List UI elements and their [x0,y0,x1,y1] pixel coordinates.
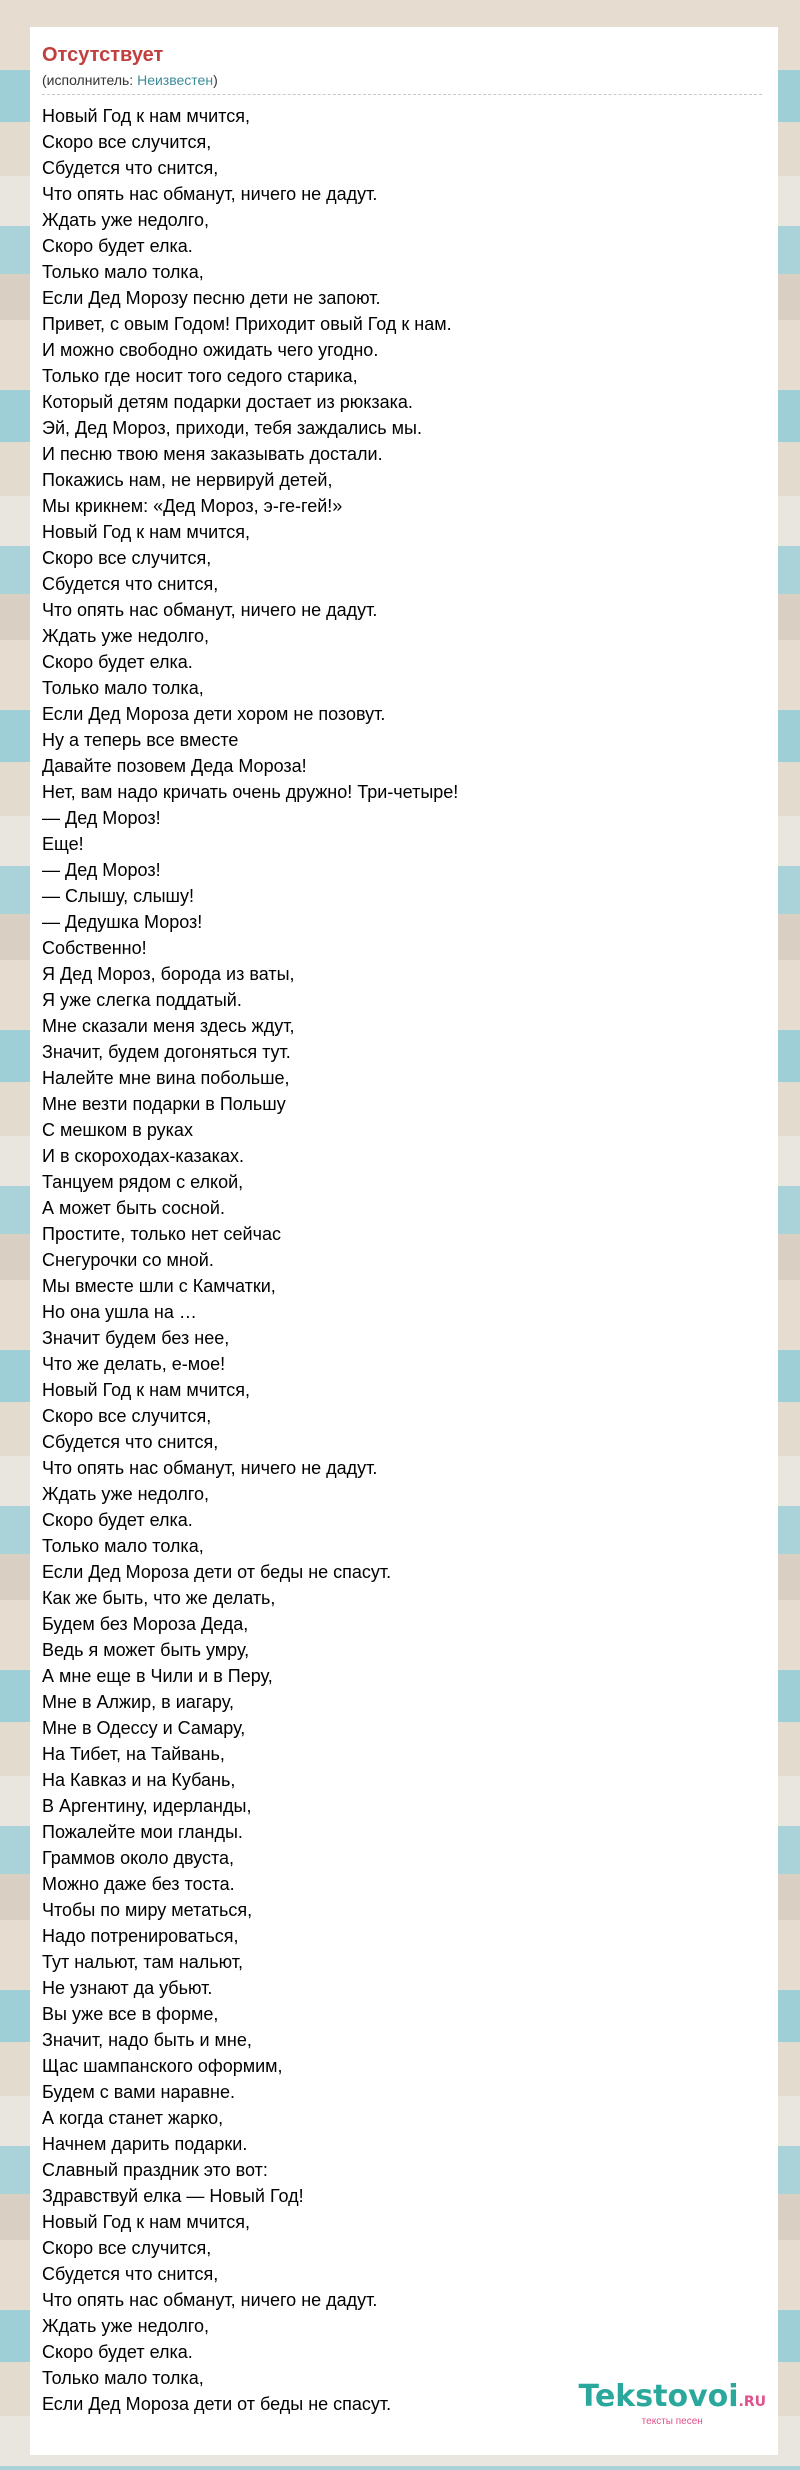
lyric-line: Ждать уже недолго, [42,626,209,646]
lyric-line: Сбудется что снится, [42,2264,219,2284]
lyric-line: Ну а теперь все вместе [42,730,239,750]
lyric-line: Ждать уже недолго, [42,2316,209,2336]
lyric-line: — Дедушка Мороз! [42,912,203,932]
logo-wordmark [578,2381,766,2418]
logo-tagline: тексты песен [641,2416,703,2427]
lyric-line: — Дед Мороз! [42,808,161,828]
lyric-line: Скоро будет елка. [42,652,193,672]
lyric-line: Покажись нам, не нервируй детей, [42,470,333,490]
lyric-line: Я Дед Мороз, борода из ваты, [42,964,295,984]
artist-line [42,72,778,88]
lyric-line: Давайте позовем Деда Мороза! [42,756,307,776]
lyric-line: Снегурочки со мной. [42,1250,214,1270]
lyric-line: Только мало толка, [42,1536,204,1556]
lyric-line: Что же делать, е-мое! [42,1354,226,1374]
lyric-line: Сбудется что снится, [42,158,219,178]
lyric-line: Пожалейте мои гланды. [42,1822,243,1842]
lyric-line: Ведь я может быть умру, [42,1640,250,1660]
lyric-line: Мне в Алжир, в иагару, [42,1692,234,1712]
lyric-line: Славный праздник это вот: [42,2160,268,2180]
lyrics-card [30,27,778,2455]
lyric-line: А мне еще в Чили и в Перу, [42,1666,273,1686]
lyric-line: Новый Год к нам мчится, [42,2212,251,2232]
lyric-line: Что опять нас обманут, ничего не дадут. [42,600,378,620]
lyric-line: Значит, надо быть и мне, [42,2030,252,2050]
lyric-line: Только мало толка, [42,262,204,282]
song-title: Отсутствует [42,44,164,66]
lyric-line: Если Дед Мороза дети от беды не спасут. [42,1562,392,1582]
lyric-line: Новый Год к нам мчится, [42,106,251,126]
lyric-line: Что опять нас обманут, ничего не дадут. [42,184,378,204]
lyric-line: Не узнают да убьют. [42,1978,213,1998]
artist-prefix: (исполнитель: [42,72,138,88]
lyric-line: Танцуем рядом с елкой, [42,1172,244,1192]
lyric-line: Тут нальют, там нальют, [42,1952,244,1972]
lyric-line: Мне везти подарки в Польшу [42,1094,286,1114]
lyric-line: Новый Год к нам мчится, [42,522,251,542]
lyric-line: Сбудется что снится, [42,1432,219,1452]
lyric-line: Скоро все случится, [42,2238,212,2258]
lyric-line: Будем с вами наравне. [42,2082,235,2102]
logo-name: Tekstovoi [578,2379,739,2414]
lyric-line: Еще! [42,834,84,854]
lyric-line: Эй, Дед Мороз, приходи, тебя заждались мы. [42,418,422,438]
lyric-line: Надо потренироваться, [42,1926,239,1946]
lyric-line: — Дед Мороз! [42,860,161,880]
lyric-line: Если Дед Морозу песню дети не запоют. [42,288,381,308]
lyric-line: Скоро будет елка. [42,2342,193,2362]
lyric-line: Мы вместе шли с Камчатки, [42,1276,276,1296]
lyric-line: Значит будем без нее, [42,1328,230,1348]
title-divider [42,94,762,95]
lyric-line: И песню твою меня заказывать достали. [42,444,383,464]
lyric-line: Можно даже без тоста. [42,1874,235,1894]
lyric-line: Что опять нас обманут, ничего не дадут. [42,1458,378,1478]
lyric-line: Щас шампанского оформим, [42,2056,283,2076]
lyric-line: Будем без Мороза Деда, [42,1614,249,1634]
lyrics-body [42,103,778,2417]
lyric-line: Нет, вам надо кричать очень дружно! Три-четыре! [42,782,459,802]
lyric-line: С мешком в руках [42,1120,193,1140]
lyric-line: Только где носит того седого старика, [42,366,358,386]
lyric-line: Я уже слегка поддатый. [42,990,242,1010]
lyric-line: Если Дед Мороза дети от беды не спасут. [42,2394,392,2414]
lyric-line: Но она ушла на … [42,1302,197,1322]
lyric-line: Только мало толка, [42,678,204,698]
lyric-line: В Аргентину, идерланды, [42,1796,252,1816]
lyric-line: Налейте мне вина побольше, [42,1068,290,1088]
lyric-line: Как же быть, что же делать, [42,1588,276,1608]
lyric-line: Новый Год к нам мчится, [42,1380,251,1400]
lyric-line: Здравствуй елка — Новый Год! [42,2186,304,2206]
artist-link[interactable]: Неизвестен [137,72,214,88]
lyric-line: Скоро будет елка. [42,236,193,256]
lyric-line: А может быть сосной. [42,1198,225,1218]
lyric-line: Простите, только нет сейчас [42,1224,281,1244]
lyric-line: Ждать уже недолго, [42,210,209,230]
lyric-line: Который детям подарки достает из рюкзака. [42,392,413,412]
lyric-line: — Слышу, слышу! [42,886,194,906]
lyric-line: Скоро все случится, [42,132,212,152]
lyric-line: На Тибет, на Тайвань, [42,1744,225,1764]
logo-tld: .RU [738,2394,766,2410]
lyric-line: Мне в Одессу и Самару, [42,1718,246,1738]
lyric-line: И в скороходах-казаках. [42,1146,244,1166]
lyric-line: Мы крикнем: «Дед Мороз, э-ге-гей!» [42,496,343,516]
artist-suffix: ) [213,72,218,88]
lyric-line: Граммов около двуста, [42,1848,235,1868]
lyric-line: Скоро все случится, [42,1406,212,1426]
lyric-line: Мне сказали меня здесь ждут, [42,1016,295,1036]
lyric-line: Если Дед Мороза дети хором не позовут. [42,704,386,724]
lyric-line: Что опять нас обманут, ничего не дадут. [42,2290,378,2310]
lyric-line: Только мало толка, [42,2368,204,2388]
lyric-line: На Кавказ и на Кубань, [42,1770,236,1790]
lyric-line: Вы уже все в форме, [42,2004,219,2024]
lyric-line: Ждать уже недолго, [42,1484,209,1504]
lyric-line: Собственно! [42,938,147,958]
lyric-line: Начнем дарить подарки. [42,2134,248,2154]
lyric-line: Скоро будет елка. [42,1510,193,1530]
lyric-line: А когда станет жарко, [42,2108,224,2128]
lyric-line: Значит, будем догоняться тут. [42,1042,291,1062]
lyric-line: Привет, с овым Годом! Приходит овый Год к нам. [42,314,452,334]
site-logo[interactable] [578,2381,766,2427]
lyric-line: Сбудется что снится, [42,574,219,594]
lyric-line: Чтобы по миру метаться, [42,1900,253,1920]
lyric-line: И можно свободно ожидать чего угодно. [42,340,379,360]
lyric-line: Скоро все случится, [42,548,212,568]
